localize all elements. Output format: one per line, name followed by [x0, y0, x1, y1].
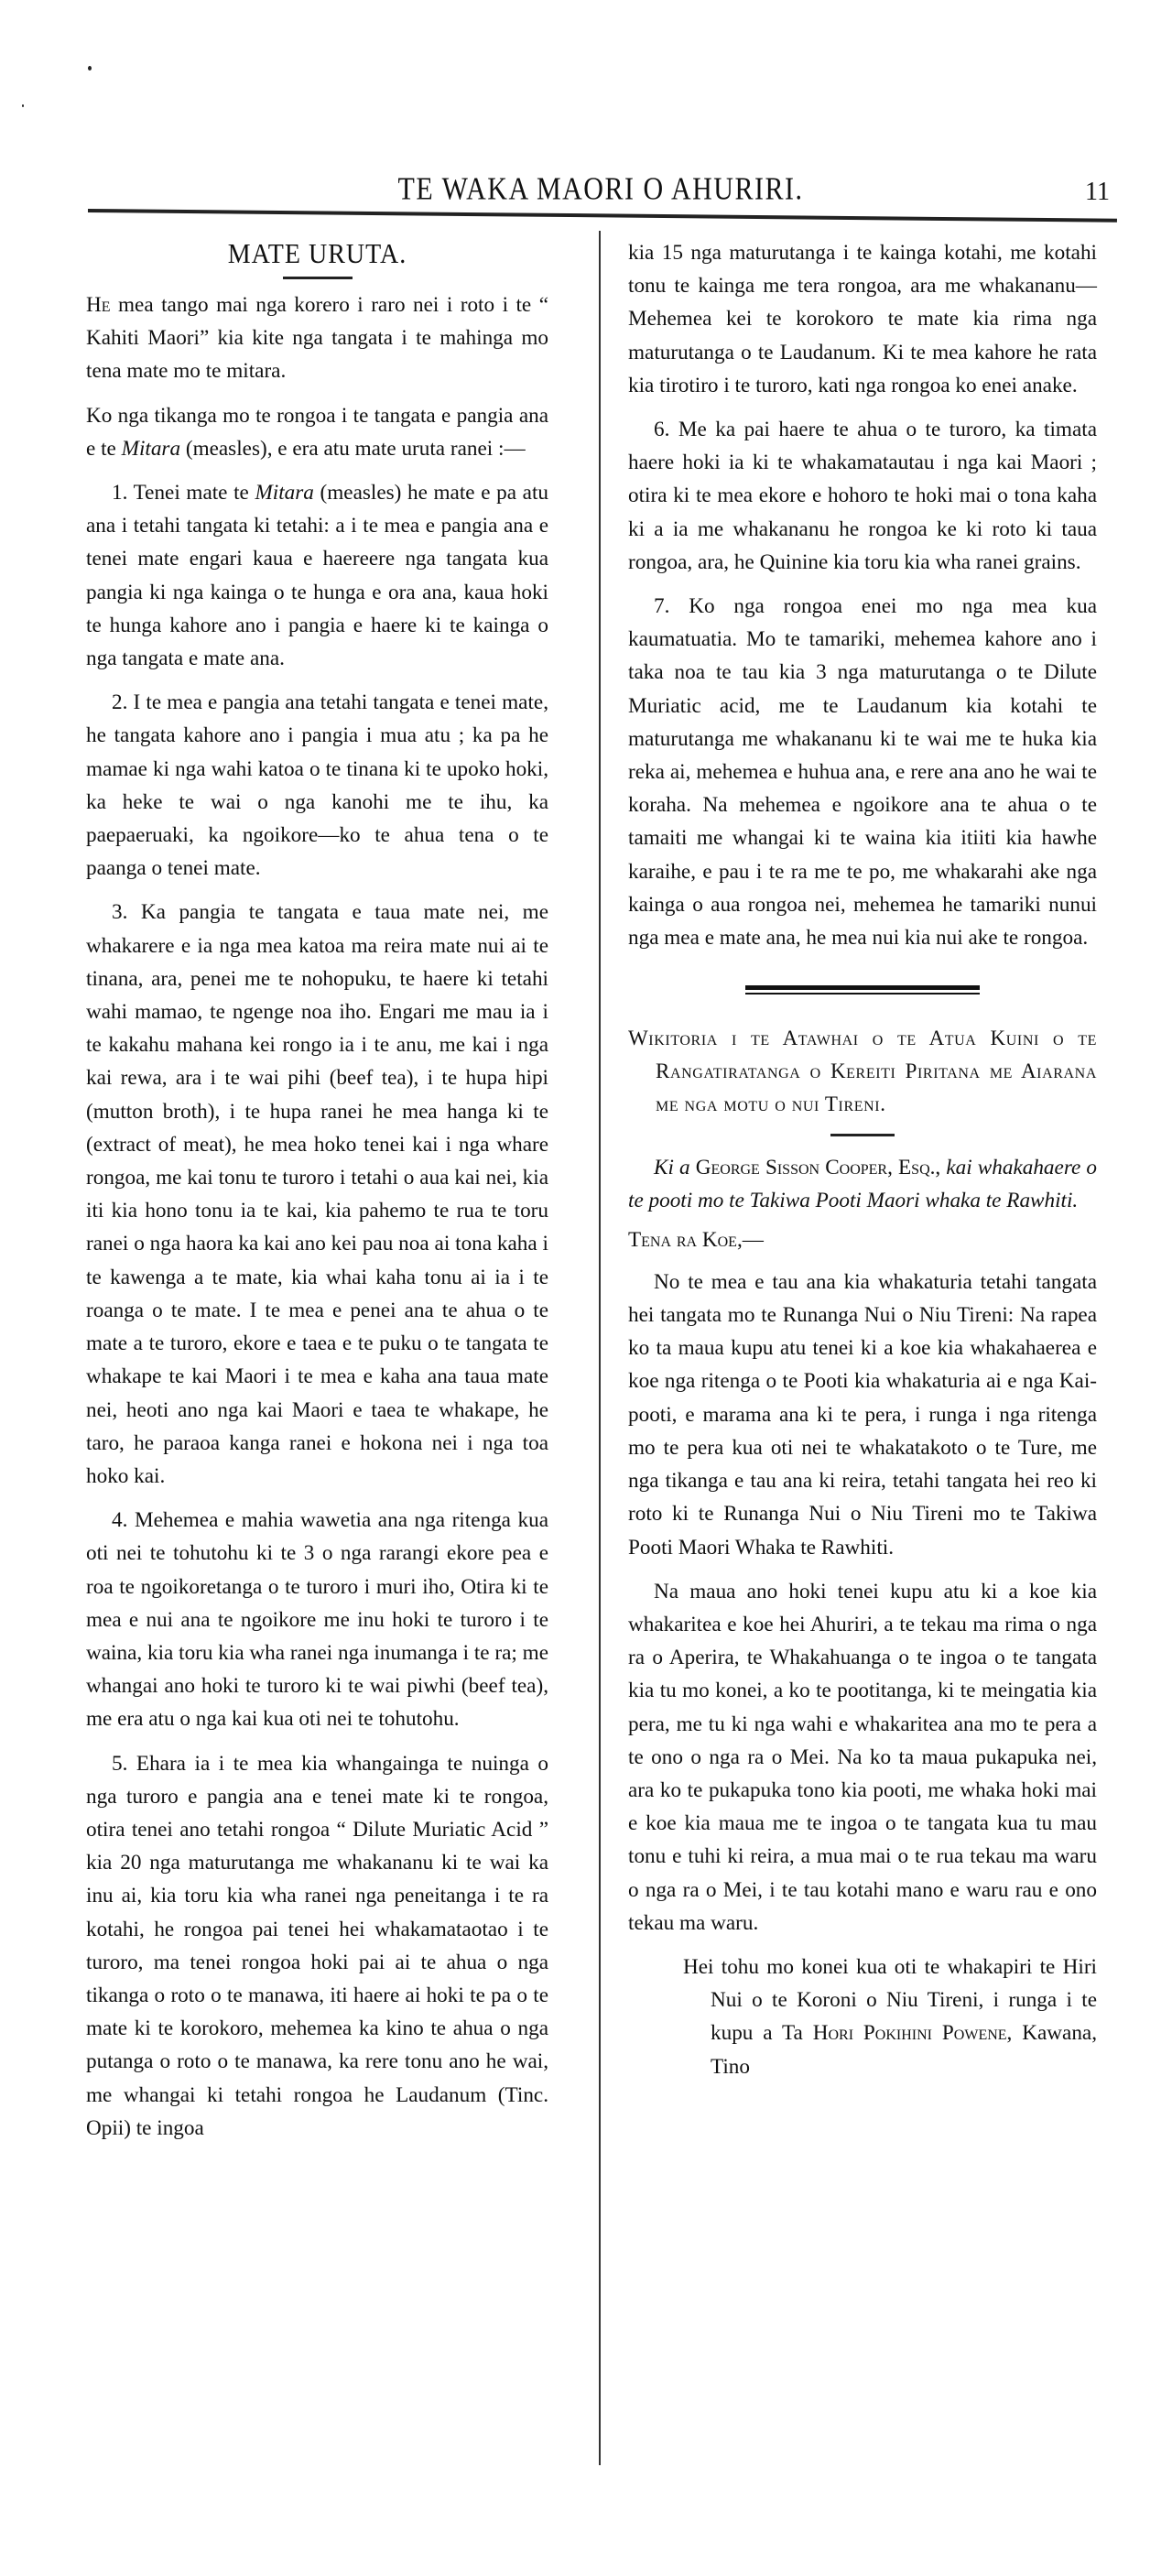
print-speck — [22, 104, 24, 107]
page-number: 11 — [1085, 178, 1110, 206]
intro-paragraph — [86, 288, 548, 388]
item-2: 2. I te mea e pangia ana tetahi tangata e tenei mate, he tangata kahore ano i pangia i mua atu ; ka pa he mamae ki nga wahi katoa o te tinana ki te upoko hoki, ka heke te wai o nga kanohi me te ihu, ka paepaeruaki, ka ngoikore—ko te ahua tena o te paanga o tenei mate. — [86, 690, 548, 881]
text-run: Ki a — [654, 1156, 696, 1180]
item-6: 6. Me ka pai haere te ahua o te turoro, ka timata haere hoki ia ki te whakamatautau i nga kai Maori ; otira ki te mea ekore e hohoro te hoki mai o tona kaha ki a ia me whakananu he rongoa ke ki roto ki taua rongoa, ara, he Quinine kia toru kia wha ranei grains. — [628, 418, 1097, 574]
title-rule — [283, 277, 353, 279]
newspaper-title: TE WAKA MAORI O AHURIRI. — [397, 171, 804, 207]
heading-rule — [830, 1134, 895, 1136]
italic-term: Mitara — [255, 481, 314, 505]
left-column — [86, 236, 548, 2156]
section-separator — [745, 985, 980, 995]
text-run: Ko nga tikanga mo te rongoa i te tangata e pangia ana e te — [86, 403, 548, 461]
right-column — [628, 236, 1097, 2094]
article-title: MATE URUTA. — [227, 238, 407, 270]
item-5-continued: kia 15 nga maturutanga i te kainga kotahi, me kotahi tonu te kainga me tera rongoa, ara me whakananu—Mehemea kei te korokoro te mate kia rima nga maturutanga o te Laudanum. Ki te mea kahore he rata kia tirotiro i te turoro, kati nga rongoa ko enei anake. — [628, 241, 1097, 397]
text-run: Kawana, Tino — [711, 2021, 1097, 2079]
separator-thick-line — [745, 985, 980, 990]
instructions-paragraph — [86, 399, 548, 465]
text-run: 1. Tenei mate te — [112, 481, 255, 505]
item-1 — [86, 476, 548, 675]
item-5: 5. Ehara ia i te mea kia whangainga te nuinga o nga turoro e pangia ana e tenei mate ki te rongoa, otira tenei ano tetahi rongoa “ Dilute Muriatic Acid ” kia 20 nga maturutanga me whakananu ki te wai ka inu ai, kia toru kia wha ranei nga peneitanga i te ra kotahi, he rongoa pai tenei hei whakamataotao i te turoro, ma tenei rongoa hoki pai ai te ahua o nga tikanga o roto o te manawa, iti haere ai hoki te pa o te mate ki te korokoro, mehemea ka kino te ahua o nga putanga o roto o te manawa, ka rere tonu ano he wai, me whangai ki tetahi rongoa he Laudanum (Tinc. Opii) te ingoa — [86, 1751, 548, 2140]
header-rule — [88, 209, 1117, 223]
text-run: (measles), e era atu mate uruta ranei :— — [180, 436, 526, 461]
letter-paragraph-1: No te mea e tau ana kia whakaturia tetahi tangata hei tangata mo te Runanga Nui o Niu Tireni: Na rapea ko ta maua kupu atu tenei ki a koe kia whakahaerea e koe nga ritenga o te Pooti kia whakaturia ai e nga Kai-pooti, e marama ana ki te pera, i runga i nga ritenga mo te pera kua oti nei te whakatakoto o te Ture, me nga tikanga e tau ana ki reira, tetahi tangata hei reo ki roto ki te Runanga Nui o Niu Tireni mo te Takiwa Pooti Maori Whaka te Rawhiti. — [628, 1269, 1097, 1560]
column-divider — [599, 231, 601, 2465]
text-run: (measles) he mate e pa atu ana i tetahi tangata ki tetahi: a i te mea e pangia ana e tenei mate engari kaua e haereere nga tangata kua pangia ki nga kainga o te hunga e ora ana, kaua hoki te hunga kahore ano i pangia e haere ki te kainga o nga tangata e mate ana. — [86, 481, 548, 671]
page-header — [88, 170, 1113, 211]
item-4: 4. Mehemea e mahia wawetia ana nga ritenga kua oti nei te tohutohu ki te 3 o nga rarangi ekore pea e roa te ngoikoretanga o te turoro i muri iho, Otira ki te mea e nui ana te ngoikore me inu hoki te turoro i te waina, kia toru kia wha ranei nga inumanga i te ra; me whangai ano hoki te turoro ki te wai piwhi (beef tea), me era atu o nga kai kua oti nei te tohutohu. — [86, 1508, 548, 1732]
letter-paragraph-2: Na maua ano hoki tenei kupu atu ki a koe kia whakaritea e koe hei Ahuriri, a te tekau ma rima o nga ra o Aperira, te Whakahuanga o te ingoa o te tangata kia tu mo konei, a ko te pootitanga, ki te meingatia kia pera, me tu ki nga wahi e whakaritea ana mo te pera a te ono o nga ra o Mei. Na ko ta maua pukapuka nei, ara ko te pukapuka tono kia pooti, me whaka hoki mai e koe kia maua me te ingoa o te tangata kua tu mau tonu e tuhi ki reira, a mua mai o te rua tekau ma waru o nga ra o Mei, i te tau kotahi mano e waru rau e ono tekau ma waru. — [628, 1579, 1097, 1935]
print-speck — [88, 66, 92, 71]
drop-lead: He — [86, 293, 111, 317]
intro-text: mea tango mai nga korero i raro nei i roto i te “ Kahiti Maori” kia kite nga tangata i te mahinga mo tena mate mo te mitara. — [86, 293, 548, 384]
addressee — [628, 1151, 1097, 1217]
item-3: 3. Ka pangia te tangata e taua mate nei, me whakarere e ia nga mea katoa ma reira mate nui ai te tinana, ara, penei me te nohopuku, te haere ki tetahi wahi mamao, te ngenge noa iho. Engari me mau ia i te kakahu mahana kei rongo ia i te anu, me kai i nga kai rewa, ara i te wai pihi (beef tea), i te hupa hipi (mutton broth), i te hupa ranei he mea hanga ki te (extract of meat), he mea hoko tenei kai i nga whare rongoa, me kai tonu te turoro i tetahi o aua kai nei, kia iti kia hono tonu ia te kai, kia pahemo te rua te toru ranei o nga haora ka kai ano kei pau noa ai tona kaha i te kawenga a te mate, kia whai kaha tonu ai ia i te roanga o te mate. I te mea e penei ana te ahua o te mate a te turoro, ekore e taea e te puku o te tangata te whakape te kai Maori i te mea e kaha ana taua mate nei, heoti ano nga kai Maori e taea te whakape, he taro, he paraoa kanga ranei e hokona nei i nga toa hoko kai. — [86, 900, 548, 1488]
addressee-name: George Sisson Cooper, Esq., — [695, 1156, 941, 1180]
separator-thin-line — [745, 993, 980, 995]
text-run: Hei tohu mo konei kua oti te whakapiri te Hiri Nui o te Koroni o Niu Tireni, i runga i te kupu a Ta — [683, 1954, 1097, 2046]
salutation: Tena ra Koe,— — [628, 1227, 764, 1252]
text-run: kai whakahaere o te pooti mo te Takiwa Pooti Maori whaka te Rawhiti. — [628, 1156, 1097, 1213]
governor-name: Hori Pokihini Powene, — [812, 2021, 1013, 2046]
signature-block — [656, 1951, 1097, 2083]
italic-term: Mitara — [121, 436, 181, 461]
item-7: 7. Ko nga rongoa enei mo nga mea kua kaumatuatia. Mo te tamariki, mehemea kahore ano i taka noa te tau kia 3 nga maturutanga o te Dilute Muriatic acid, me te Laudanum kia kotahi te maturutanga me whakananu ki te wai me te huka kia reka ai, mehemea e huhua ana, e rere ana ano he wai te koraha. Na mehemea e ngoikore ana te ahua o te tamaiti me whangai ki te waina kia itiiti kia hawhe karaihe, e pau i te ra me te po, me whakarahi ake nga kainga o aua rongoa nei, mehemea he tamariki nunui nga mea e mate ana, he mea nui kia nui ake te rongoa. — [628, 594, 1097, 951]
proclamation-heading: Wikitoria i te Atawhai o te Atua Kuini o te Rangatiratanga o Kereiti Piritana me Aiarana me nga motu o nui Tireni. — [628, 1027, 1097, 1116]
